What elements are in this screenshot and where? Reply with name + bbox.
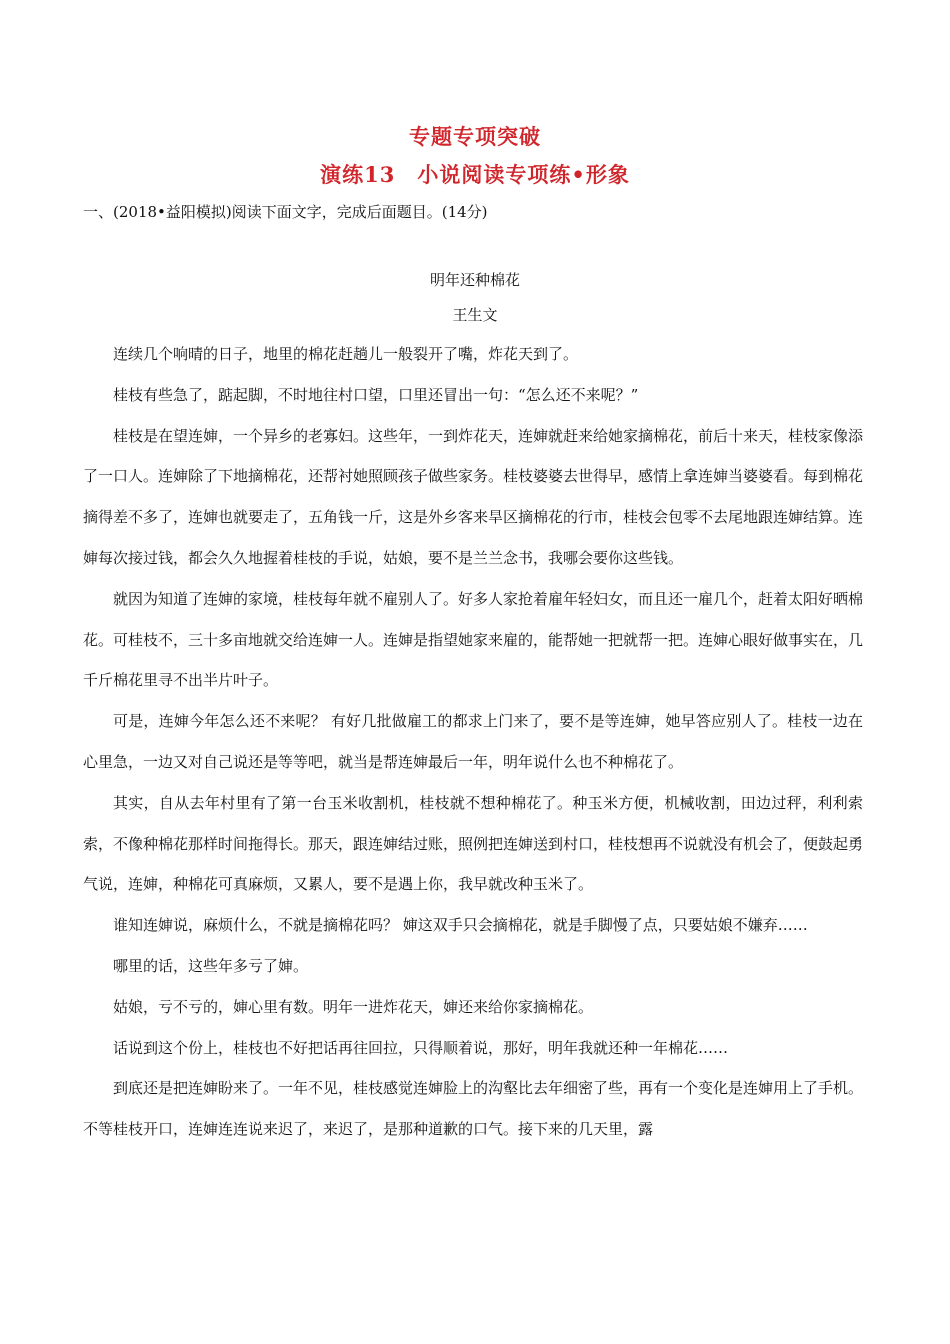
story-paragraph: 桂枝有些急了，踮起脚，不时地往村口望，口里还冒出一句：“怎么还不来呢？” — [113, 385, 639, 404]
story-body — [83, 334, 863, 1150]
story-paragraph: 可是，连婶今年怎么还不来呢？ 有好几批做雇工的都求上门来了，要不是等连婶，她早答应别人了。桂枝一边在心里急，一边又对自己说还是等等吧，就当是帮连婶最后一年，明年说什么也不种棉花了。 — [83, 712, 863, 771]
story-paragraph: 姑娘，亏不亏的，婶心里有数。明年一进炸花天，婶还来给你家摘棉花。 — [113, 997, 594, 1016]
page-subtitle: 演练13 小说阅读专项练•形象 — [320, 162, 630, 187]
story-paragraph: 就因为知道了连婶的家境，桂枝每年就不雇别人了。好多人家抢着雇年轻妇女，而且还一雇几个，赶着太阳好晒棉花。可桂枝不，三十多亩地就交给连婶一人。连婶是指望她家来雇的，能帮她一把就帮一把。连婶心眼好做事实在，几千斤棉花里寻不出半片叶子。 — [83, 589, 864, 690]
story-paragraph: 其实，自从去年村里有了第一台玉米收割机，桂枝就不想种棉花了。种玉米方便，机械收割，田边过秤，利利索索，不像种棉花那样时间拖得长。那天，跟连婶结过账，照例把连婶送到村口，桂枝想再不说就没有机会了，便鼓起勇气说，连婶，种棉花可真麻烦，又累人，要不是遇上你，我早就改种玉米了。 — [83, 793, 864, 894]
story-paragraph: 话说到这个份上，桂枝也不好把话再往回拉，只得顺着说，那好，明年我就还种一年棉花…… — [113, 1038, 729, 1057]
page-title: 专题专项突破 — [409, 124, 541, 149]
story-paragraph: 哪里的话，这些年多亏了婶。 — [113, 956, 309, 975]
story-title: 明年还种棉花 — [429, 271, 520, 289]
story-paragraph: 连续几个响晴的日子，地里的棉花赶趟儿一般裂开了嘴，炸花天到了。 — [113, 345, 579, 363]
story-paragraph: 到底还是把连婶盼来了。一年不见，桂枝感觉连婶脸上的沟壑比去年细密了些，再有一个变化是连婶用上了手机。不等桂枝开口，连婶连连说来迟了，来迟了，是那种道歉的口气。接下来的几天里，露 — [83, 1079, 864, 1139]
story-author: 王生文 — [452, 306, 498, 324]
story-paragraph: 桂枝是在望连婶，一个异乡的老寡妇。这些年，一到炸花天，连婶就赶来给她家摘棉花，前后十来天，桂枝家像添了一口人。连婶除了下地摘棉花，还帮衬她照顾孩子做些家务。桂枝婆婆去世得早，感情上拿连婶当婆婆看。每到棉花摘得差不多了，连婶也就要走了，五角钱一斤，这是外乡客来旱区摘棉花的行市，桂枝会包零不去尾地跟连婶结算。连婶每次接过钱，都会久久地握着桂枝的手说，姑娘，要不是兰兰念书，我哪会要你这些钱。 — [83, 426, 864, 567]
question-intro: 一、(2018•益阳模拟)阅读下面文字，完成后面题目。(14分) — [83, 203, 488, 221]
story-paragraph: 谁知连婶说，麻烦什么，不就是摘棉花吗？ 婶这双手只会摘棉花，就是手脚慢了点，只要姑娘不嫌弃…… — [113, 916, 808, 935]
